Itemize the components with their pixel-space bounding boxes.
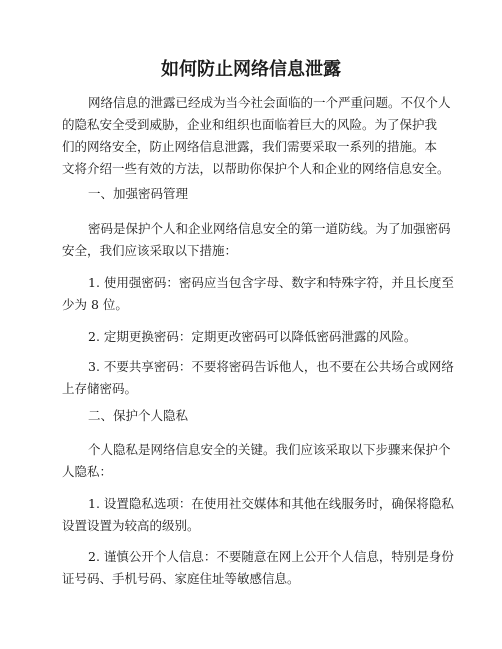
paragraph-line: 少为 8 位。 [62, 297, 128, 312]
section-heading-password: 一、加强密码管理 [88, 186, 189, 201]
paragraph-line: 文将介绍一些有效的方法，以帮助你保护个人和企业的网络信息安全。 [62, 161, 450, 176]
paragraph-line: 1. 设置隐私选项：在使用社交媒体和其他在线服务时，确保将隐私 [88, 496, 454, 511]
list-item-privacy-settings [62, 493, 454, 537]
paragraph-line: 人隐私： [62, 464, 113, 479]
paragraph-line: 1. 使用强密码：密码应当包含字母、数字和特殊字符，并且长度至 [88, 275, 454, 290]
paragraph-line: 的隐私安全受到威胁，企业和组织也面临着巨大的风险。为了保护我 [62, 117, 438, 132]
paragraph-line: 密码是保护个人和企业网络信息安全的第一道防线。为了加强密码 [88, 221, 451, 236]
section2-intro-paragraph [62, 439, 451, 483]
paragraph-line: 设置设置为较高的级别。 [62, 518, 200, 533]
section1-intro-paragraph [62, 218, 451, 262]
paragraph-line: 2. 谨慎公开个人信息：不要随意在网上公开个人信息，特别是身份 [88, 549, 454, 564]
paragraph-line: 个人隐私是网络信息安全的关键。我们应该采取以下步骤来保护个 [88, 442, 451, 457]
list-item-change-password [62, 326, 440, 348]
paragraph-line: 上存储密码。 [62, 381, 138, 396]
paragraph-line: 3. 不要共享密码：不要将密码告诉他人，也不要在公共场合或网络 [88, 359, 454, 374]
section-heading-privacy: 二、保护个人隐私 [88, 408, 189, 423]
paragraph-line: 证号码、手机号码、家庭住址等敏感信息。 [62, 571, 300, 586]
list-item-personal-info [62, 546, 454, 590]
document-title: 如何防止网络信息泄露 [161, 59, 341, 80]
paragraph-line: 2. 定期更换密码：定期更改密码可以降低密码泄露的风险。 [88, 329, 417, 344]
paragraph-line: 网络信息的泄露已经成为当今社会面临的一个严重问题。不仅个人 [88, 95, 451, 110]
paragraph-line: 安全，我们应该采取以下措施： [62, 243, 238, 258]
intro-paragraph [62, 92, 451, 180]
paragraph-line: 们的网络安全，防止网络信息泄露，我们需要采取一系列的措施。本 [62, 139, 438, 154]
list-item-strong-password [62, 272, 454, 316]
list-item-no-sharing [62, 356, 454, 400]
